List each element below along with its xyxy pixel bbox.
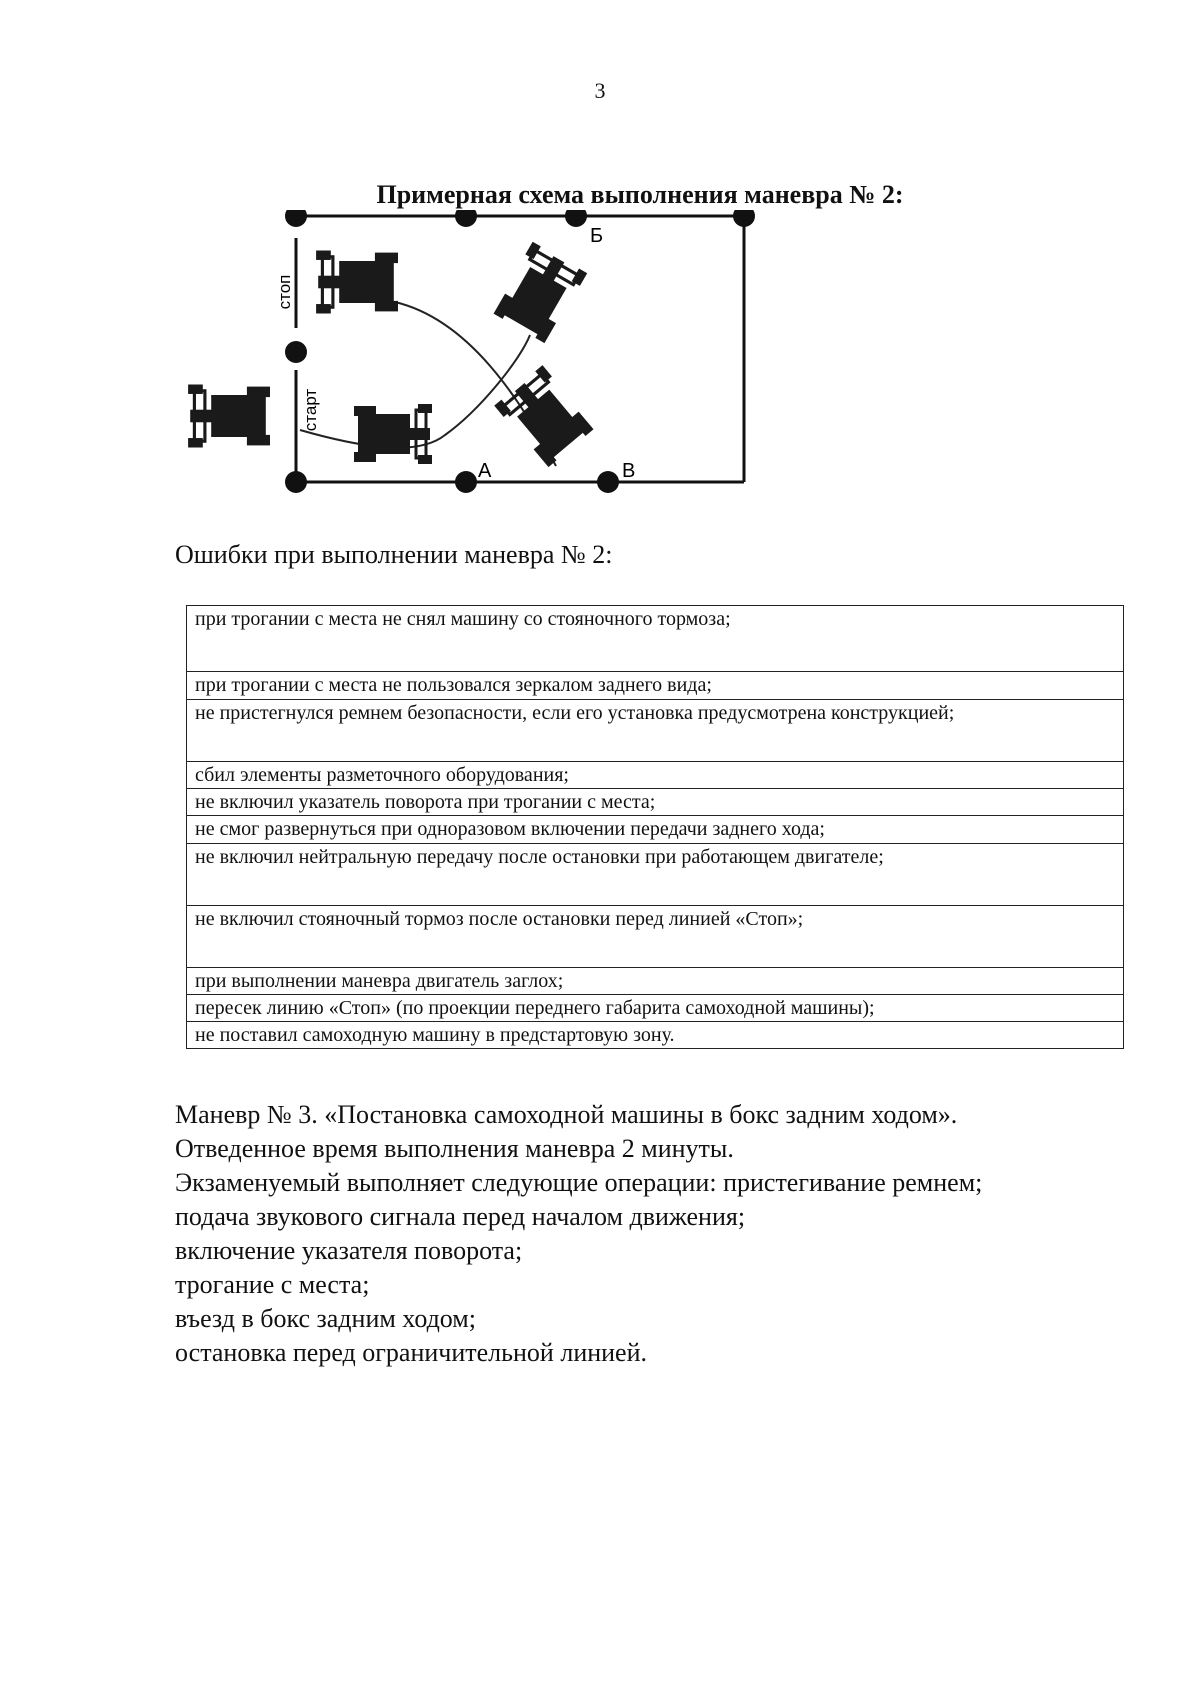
maneuver-3-line: трогание с места;	[175, 1270, 370, 1299]
errors-heading: Ошибки при выполнении маневра № 2:	[175, 540, 613, 569]
error-item: не включил стояночный тормоз после остановки перед линией «Стоп»;	[187, 906, 1124, 968]
marker-post	[285, 341, 307, 363]
stop-label: стоп	[275, 274, 294, 310]
tractor-turn-position-v	[494, 365, 595, 468]
table-row	[187, 606, 1124, 672]
tractor-turn-position-b	[492, 242, 588, 344]
table-row	[187, 1022, 1124, 1049]
start-label: старт	[301, 388, 320, 432]
maneuver-3-line: включение указателя поворота;	[175, 1236, 523, 1265]
table-row	[187, 844, 1124, 906]
error-item: не включил нейтральную передачу после остановки при работающем двигателе;	[187, 844, 1124, 906]
maneuver-3-line: Отведенное время выполнения маневра 2 минуты.	[175, 1134, 734, 1163]
marker-post	[733, 210, 755, 227]
marker-posts	[285, 210, 755, 493]
maneuver-3-line: Маневр № 3. «Постановка самоходной машины в бокс задним ходом».	[175, 1100, 958, 1129]
error-item: сбил элементы разметочного оборудования;	[187, 762, 1124, 789]
error-item: не пристегнулся ремнем безопасности, если его установка предусмотрена конструкцией;	[187, 700, 1124, 762]
table-row	[187, 762, 1124, 789]
trajectory-lines	[300, 302, 556, 466]
marker-post	[565, 210, 587, 227]
point-b-label: Б	[590, 225, 604, 247]
error-item: при трогании с места не снял машину со стояночного тормоза;	[187, 606, 1124, 672]
error-item: не включил указатель поворота при трогании с места;	[187, 789, 1124, 816]
error-item: при трогании с места не пользовался зеркалом заднего вида;	[187, 672, 1124, 700]
maneuver-diagram	[180, 210, 820, 540]
page-number: 3	[594, 78, 606, 103]
maneuver-3-description	[175, 1098, 1175, 1370]
marker-post	[455, 471, 477, 493]
scheme-title: Примерная схема выполнения маневра № 2:	[376, 180, 904, 209]
error-item: при выполнении маневра двигатель заглох;	[187, 968, 1124, 995]
marker-post	[455, 210, 477, 227]
marker-post	[285, 210, 307, 227]
error-item: не смог развернуться при одноразовом включении передачи заднего хода;	[187, 816, 1124, 844]
table-row	[187, 906, 1124, 968]
errors-table	[186, 605, 1124, 1049]
marker-post	[597, 471, 619, 493]
table-row	[187, 816, 1124, 844]
tractor-pre-start-position	[188, 385, 270, 448]
maneuver-3-line: подача звукового сигнала перед началом движения;	[175, 1202, 746, 1231]
table-row	[187, 995, 1124, 1022]
maneuver-3-line: остановка перед ограничительной линией.	[175, 1338, 648, 1367]
table-row	[187, 672, 1124, 700]
maneuver-3-line: Экзаменуемый выполняет следующие операции: пристегивание ремнем;	[175, 1168, 983, 1197]
error-item: не поставил самоходную машину в предстартовую зону.	[187, 1022, 1124, 1049]
table-row	[187, 700, 1124, 762]
table-row	[187, 789, 1124, 816]
marker-post	[285, 471, 307, 493]
tractor-start-position	[354, 404, 432, 464]
tractor-stop-position	[316, 251, 398, 314]
table-row	[187, 968, 1124, 995]
error-item: пересек линию «Стоп» (по проекции переднего габарита самоходной машины);	[187, 995, 1124, 1022]
point-a-label: А	[478, 460, 492, 482]
maneuver-3-line: въезд в бокс задним ходом;	[175, 1304, 476, 1333]
point-v-label: В	[622, 460, 636, 482]
